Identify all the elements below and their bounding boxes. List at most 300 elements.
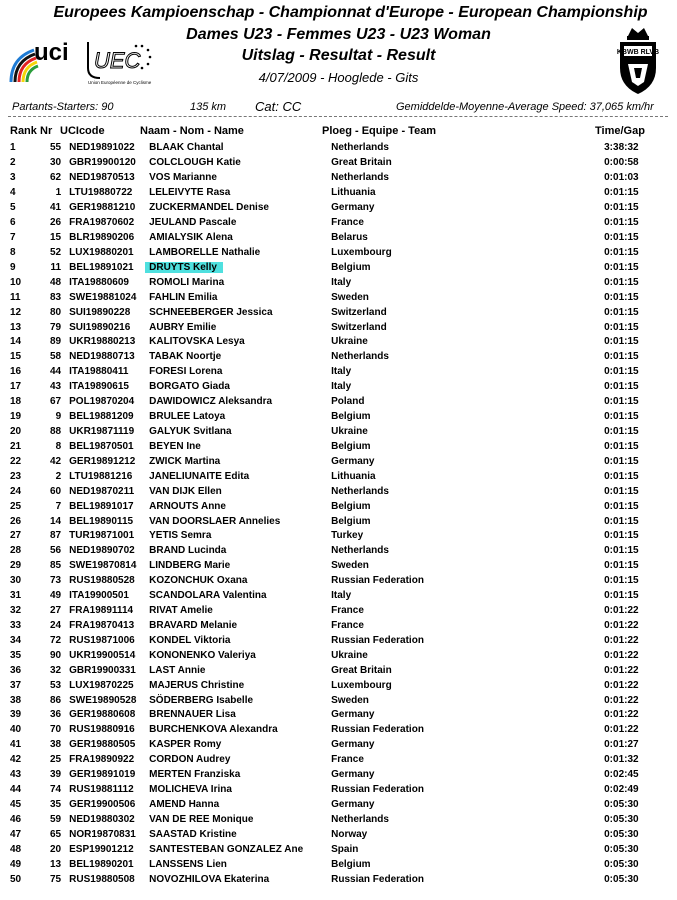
- uci-code-cell: GER19881210: [69, 202, 136, 214]
- col-header-name: Naam - Nom - Name: [140, 125, 244, 137]
- table-row: [0, 857, 674, 872]
- table-row: [0, 827, 674, 842]
- rank-cell: 25: [10, 500, 22, 512]
- bib-number-cell: 75: [50, 873, 62, 885]
- kbwb-logo: [614, 24, 662, 96]
- uci-code-cell: FRA19870413: [69, 619, 135, 631]
- bib-number-cell: 89: [50, 336, 62, 348]
- rank-cell: 45: [10, 799, 22, 811]
- result-title: Uitslag - Resultat - Result: [241, 47, 436, 64]
- time-gap-cell: 0:01:22: [604, 664, 639, 676]
- team-cell: Italy: [331, 276, 352, 288]
- race-category: Cat: CC: [255, 99, 302, 114]
- rank-cell: 37: [10, 679, 22, 691]
- time-gap-cell: 0:01:22: [604, 605, 639, 617]
- bib-number-cell: 65: [50, 828, 62, 840]
- uci-code-cell: GER19891212: [69, 455, 136, 467]
- table-row: [0, 439, 674, 454]
- rider-name-cell: MERTEN Franziska: [149, 769, 241, 781]
- bib-number-cell: 2: [55, 470, 62, 482]
- table-row: [0, 454, 674, 469]
- uci-code-cell: LUX19870225: [69, 679, 134, 691]
- uec-logo: [84, 38, 156, 86]
- time-gap-cell: 0:02:49: [604, 784, 639, 796]
- team-cell: Ukraine: [331, 425, 368, 437]
- table-row: [0, 410, 674, 425]
- time-gap-cell: 0:01:15: [604, 217, 639, 229]
- rank-cell: 8: [10, 246, 16, 258]
- rider-name-cell: LELEIVYTE Rasa: [149, 187, 231, 199]
- rider-name-cell: KONONENKO Valeriya: [149, 649, 256, 661]
- bib-number-cell: 32: [50, 664, 62, 676]
- bib-number-cell: 62: [50, 172, 62, 184]
- team-cell: Sweden: [331, 291, 369, 303]
- rider-name-cell: ARNOUTS Anne: [149, 500, 226, 512]
- bib-number-cell: 83: [50, 291, 62, 303]
- uci-code-cell: ITA19900501: [69, 590, 129, 602]
- rank-cell: 17: [10, 381, 22, 393]
- team-cell: Russian Federation: [331, 873, 424, 885]
- kbwb-logo-text: KBWB RLVB: [616, 49, 660, 56]
- team-cell: Russian Federation: [331, 575, 424, 587]
- rider-name-cell: KASPER Romy: [149, 739, 222, 751]
- table-row: [0, 723, 674, 738]
- rank-cell: 41: [10, 739, 22, 751]
- uci-code-cell: NOR19870831: [69, 828, 136, 840]
- table-row: [0, 365, 674, 380]
- bib-number-cell: 86: [50, 694, 62, 706]
- time-gap-cell: 0:01:15: [604, 366, 639, 378]
- uci-code-cell: SWE19890528: [69, 694, 137, 706]
- uci-logo: [8, 36, 82, 84]
- rank-cell: 33: [10, 619, 22, 631]
- table-row: [0, 753, 674, 768]
- table-row: [0, 633, 674, 648]
- uci-code-cell: TUR19871001: [69, 530, 135, 542]
- uci-code-cell: GER19880608: [69, 709, 136, 721]
- team-cell: Belarus: [331, 231, 368, 243]
- time-gap-cell: 0:01:22: [604, 679, 639, 691]
- uci-code-cell: NED19891022: [69, 142, 135, 154]
- uci-code-cell: RUS19871006: [69, 634, 135, 646]
- uci-code-cell: BEL19890201: [69, 858, 134, 870]
- table-row: [0, 798, 674, 813]
- uci-code-cell: NED19880302: [69, 813, 135, 825]
- time-gap-cell: 0:01:22: [604, 724, 639, 736]
- bib-number-cell: 38: [50, 739, 62, 751]
- highlighted-rider-name: DRUYTS Kelly: [145, 262, 223, 273]
- rank-cell: 18: [10, 396, 22, 408]
- category-title: Dames U23 - Femmes U23 - U23 Woman: [186, 26, 491, 43]
- rider-name-cell: CORDON Audrey: [149, 754, 231, 766]
- rank-cell: 34: [10, 634, 22, 646]
- rank-cell: 49: [10, 858, 22, 870]
- uec-logo-subtext: Union Européenne de Cyclisme: [88, 80, 152, 85]
- table-row: [0, 738, 674, 753]
- time-gap-cell: 0:01:15: [604, 485, 639, 497]
- time-gap-cell: 0:01:15: [604, 381, 639, 393]
- team-cell: Netherlands: [331, 485, 389, 497]
- team-cell: Germany: [331, 709, 375, 721]
- uci-logo-text: uci: [34, 39, 69, 66]
- uci-code-cell: LTU19881216: [69, 470, 133, 482]
- table-row: [0, 812, 674, 827]
- results-body: [0, 141, 674, 887]
- time-gap-cell: 0:01:15: [604, 187, 639, 199]
- team-cell: Spain: [331, 843, 359, 855]
- table-row: [0, 216, 674, 231]
- team-cell: Netherlands: [331, 545, 389, 557]
- time-gap-cell: 0:01:15: [604, 425, 639, 437]
- table-row: [0, 529, 674, 544]
- rider-name-cell: SAASTAD Kristine: [149, 828, 237, 840]
- col-header-rank: Rank: [10, 125, 37, 137]
- rank-cell: 47: [10, 828, 22, 840]
- time-gap-cell: 0:05:30: [604, 828, 639, 840]
- team-cell: Germany: [331, 799, 375, 811]
- table-row: [0, 380, 674, 395]
- rank-cell: 21: [10, 440, 22, 452]
- rider-name-cell: LINDBERG Marie: [149, 560, 231, 572]
- table-row: [0, 186, 674, 201]
- rank-cell: 24: [10, 485, 22, 497]
- uci-code-cell: FRA19890922: [69, 754, 135, 766]
- team-cell: Belgium: [331, 500, 371, 512]
- rank-cell: 9: [10, 261, 16, 273]
- bib-number-cell: 88: [50, 425, 62, 437]
- rider-name-cell: GALYUK Svitlana: [149, 425, 232, 437]
- rider-name-cell: KONDEL Viktoria: [149, 634, 231, 646]
- team-cell: France: [331, 754, 364, 766]
- table-row: [0, 559, 674, 574]
- uci-code-cell: SWE19881024: [69, 291, 137, 303]
- rank-cell: 39: [10, 709, 22, 721]
- table-row: [0, 872, 674, 887]
- rider-name-cell: BEYEN Ine: [149, 440, 201, 452]
- rank-cell: 5: [10, 202, 16, 214]
- bib-number-cell: 42: [50, 455, 62, 467]
- uci-code-cell: SUI19890216: [69, 321, 131, 333]
- rider-name-cell: RIVAT Amelie: [149, 605, 213, 617]
- rank-cell: 4: [10, 187, 16, 199]
- rank-cell: 31: [10, 590, 22, 602]
- rank-cell: 13: [10, 321, 22, 333]
- table-row: [0, 708, 674, 723]
- table-row: [0, 156, 674, 171]
- time-gap-cell: 0:01:15: [604, 202, 639, 214]
- bib-number-cell: 14: [50, 515, 62, 527]
- rank-cell: 3: [10, 172, 16, 184]
- time-gap-cell: 0:05:30: [604, 843, 639, 855]
- time-gap-cell: 0:01:15: [604, 590, 639, 602]
- rank-cell: 43: [10, 769, 22, 781]
- rank-cell: 6: [10, 217, 16, 229]
- team-cell: Russian Federation: [331, 634, 424, 646]
- table-row: [0, 768, 674, 783]
- time-gap-cell: 0:01:03: [604, 172, 639, 184]
- table-row: [0, 201, 674, 216]
- time-gap-cell: 0:01:15: [604, 306, 639, 318]
- rank-cell: 46: [10, 813, 22, 825]
- time-gap-cell: 0:01:15: [604, 231, 639, 243]
- rank-cell: 20: [10, 425, 22, 437]
- rider-name-cell: JANELIUNAITE Edita: [149, 470, 250, 482]
- time-gap-cell: 0:01:15: [604, 396, 639, 408]
- rider-name-cell: MAJERUS Christine: [149, 679, 245, 691]
- team-cell: Belgium: [331, 440, 371, 452]
- rider-name-cell: AMEND Hanna: [149, 799, 220, 811]
- time-gap-cell: 0:01:15: [604, 515, 639, 527]
- uci-code-cell: BEL19870501: [69, 440, 134, 452]
- uci-code-cell: FRA19870602: [69, 217, 135, 229]
- rider-name-cell: NOVOZHILOVA Ekaterina: [149, 873, 270, 885]
- team-cell: Ukraine: [331, 336, 368, 348]
- table-row: [0, 663, 674, 678]
- table-row: [0, 783, 674, 798]
- team-cell: Sweden: [331, 560, 369, 572]
- time-gap-cell: 0:01:15: [604, 575, 639, 587]
- bib-number-cell: 9: [55, 411, 62, 423]
- uci-code-cell: FRA19891114: [69, 605, 134, 617]
- uci-code-cell: GER19880505: [69, 739, 136, 751]
- time-gap-cell: 0:05:30: [604, 873, 639, 885]
- rider-name-cell: VAN DIJK Ellen: [149, 485, 222, 497]
- table-row: [0, 678, 674, 693]
- rank-cell: 2: [10, 157, 16, 169]
- time-gap-cell: 0:01:32: [604, 754, 639, 766]
- time-gap-cell: 0:01:22: [604, 649, 639, 661]
- table-row: [0, 141, 674, 156]
- uci-code-cell: UKR19871119: [69, 425, 135, 437]
- bib-number-cell: 1: [55, 187, 62, 199]
- team-cell: Luxembourg: [331, 246, 392, 258]
- team-cell: Italy: [331, 590, 352, 602]
- table-row: [0, 574, 674, 589]
- table-row: [0, 484, 674, 499]
- time-gap-cell: 0:01:15: [604, 261, 639, 273]
- uci-code-cell: UKR19880213: [69, 336, 136, 348]
- rider-name-cell: KOZONCHUK Oxana: [149, 575, 248, 587]
- results-table: [0, 141, 674, 887]
- uci-code-cell: NED19890702: [69, 545, 135, 557]
- rider-name-cell: JEULAND Pascale: [149, 217, 237, 229]
- rider-name-cell: BRAND Lucinda: [149, 545, 227, 557]
- rank-cell: 44: [10, 784, 22, 796]
- team-cell: France: [331, 217, 364, 229]
- table-row: [0, 499, 674, 514]
- rank-cell: 40: [10, 724, 22, 736]
- rank-cell: 10: [10, 276, 22, 288]
- table-row: [0, 842, 674, 857]
- rider-name-cell: ZUCKERMANDEL Denise: [149, 202, 269, 214]
- table-row: [0, 350, 674, 365]
- team-cell: Ukraine: [331, 649, 368, 661]
- rider-name-cell: LANSSENS Lien: [149, 858, 227, 870]
- rider-name-cell: FAHLIN Emilia: [149, 291, 218, 303]
- rank-cell: 32: [10, 605, 22, 617]
- rider-name-cell: BRAVARD Melanie: [149, 619, 238, 631]
- bib-number-cell: 73: [50, 575, 62, 587]
- rider-name-cell: BRULEE Latoya: [149, 411, 226, 423]
- team-cell: Germany: [331, 739, 375, 751]
- team-cell: Germany: [331, 202, 375, 214]
- uci-code-cell: ITA19890615: [69, 381, 129, 393]
- table-row: [0, 604, 674, 619]
- team-cell: Netherlands: [331, 351, 389, 363]
- time-gap-cell: 0:01:15: [604, 336, 639, 348]
- rider-name-cell: SÖDERBERG Isabelle: [149, 694, 254, 706]
- team-cell: Great Britain: [331, 664, 392, 676]
- bib-number-cell: 20: [50, 843, 62, 855]
- table-row: [0, 425, 674, 440]
- bib-number-cell: 43: [50, 381, 62, 393]
- bib-number-cell: 24: [50, 619, 62, 631]
- table-row: [0, 275, 674, 290]
- uci-code-cell: LTU19880722: [69, 187, 133, 199]
- uci-code-cell: SUI19890228: [69, 306, 131, 318]
- uci-code-cell: RUS19880916: [69, 724, 135, 736]
- bib-number-cell: 72: [50, 634, 62, 646]
- team-cell: Belgium: [331, 515, 371, 527]
- time-gap-cell: 0:01:15: [604, 276, 639, 288]
- bib-number-cell: 36: [50, 709, 62, 721]
- rank-cell: 26: [10, 515, 22, 527]
- starters-count: Partants-Starters: 90: [12, 101, 114, 113]
- rider-name-cell: SANTESTEBAN GONZALEZ Ane: [149, 843, 304, 855]
- rider-name-cell: LAMBORELLE Nathalie: [149, 246, 261, 258]
- time-gap-cell: 0:01:15: [604, 560, 639, 572]
- team-cell: Italy: [331, 366, 352, 378]
- rider-name-cell: BRENNAUER Lisa: [149, 709, 236, 721]
- rank-cell: 28: [10, 545, 22, 557]
- championship-title: Europees Kampioenschap - Championnat d'Europe - European Championship: [53, 4, 648, 21]
- rider-name-cell: VAN DE REE Monique: [149, 813, 254, 825]
- team-cell: Great Britain: [331, 157, 392, 169]
- rider-name-cell: FORESI Lorena: [149, 366, 223, 378]
- uci-code-cell: GBR19900120: [69, 157, 136, 169]
- time-gap-cell: 0:01:15: [604, 321, 639, 333]
- table-row: [0, 544, 674, 559]
- team-cell: Turkey: [331, 530, 364, 542]
- team-cell: Italy: [331, 381, 352, 393]
- bib-number-cell: 26: [50, 217, 62, 229]
- team-cell: Netherlands: [331, 172, 389, 184]
- race-distance: 135 km: [190, 101, 227, 113]
- team-cell: France: [331, 619, 364, 631]
- table-row: [0, 335, 674, 350]
- rider-name-cell: DAWIDOWICZ Aleksandra: [149, 396, 273, 408]
- uci-code-cell: ITA19880609: [69, 276, 129, 288]
- time-gap-cell: 0:01:15: [604, 351, 639, 363]
- table-row: [0, 395, 674, 410]
- team-cell: Germany: [331, 769, 375, 781]
- time-gap-cell: 0:01:27: [604, 739, 639, 751]
- bib-number-cell: 7: [55, 500, 62, 512]
- bib-number-cell: 67: [50, 396, 62, 408]
- rider-name-cell: VAN DOORSLAER Annelies: [149, 515, 281, 527]
- bib-number-cell: 85: [50, 560, 62, 572]
- bib-number-cell: 25: [50, 754, 62, 766]
- time-gap-cell: 0:01:22: [604, 709, 639, 721]
- bib-number-cell: 15: [50, 231, 62, 243]
- rank-cell: 7: [10, 231, 16, 243]
- table-row: [0, 245, 674, 260]
- bib-number-cell: 41: [50, 202, 62, 214]
- rider-name-cell: AMIALYSIK Alena: [149, 231, 233, 243]
- bib-number-cell: 30: [50, 157, 62, 169]
- uci-code-cell: RUS19881112: [69, 784, 134, 796]
- team-cell: Lithuania: [331, 187, 376, 199]
- uci-code-cell: POL19870204: [69, 396, 135, 408]
- rider-name-cell: MOLICHEVA Irina: [149, 784, 232, 796]
- bib-number-cell: 60: [50, 485, 62, 497]
- bib-number-cell: 79: [50, 321, 62, 333]
- rank-cell: 48: [10, 843, 22, 855]
- bib-number-cell: 49: [50, 590, 62, 602]
- rider-name-cell: SCANDOLARA Valentina: [149, 590, 267, 602]
- rider-name-cell: LAST Annie: [149, 664, 206, 676]
- rank-cell: 29: [10, 560, 22, 572]
- date-place: 4/07/2009 - Hooglede - Gits: [258, 70, 419, 85]
- time-gap-cell: 0:01:15: [604, 291, 639, 303]
- rank-cell: 38: [10, 694, 22, 706]
- uci-code-cell: BLR19890206: [69, 231, 135, 243]
- rider-name-cell: COLCLOUGH Katie: [149, 157, 241, 169]
- average-speed: Gemiddelde-Moyenne-Average Speed: 37,065 km/hr: [396, 101, 654, 113]
- time-gap-cell: 0:01:22: [604, 634, 639, 646]
- uci-code-cell: RUS19880508: [69, 873, 135, 885]
- bib-number-cell: 39: [50, 769, 62, 781]
- time-gap-cell: 0:01:15: [604, 246, 639, 258]
- team-cell: Belgium: [331, 858, 371, 870]
- rank-cell: 22: [10, 455, 22, 467]
- team-cell: Belgium: [331, 261, 371, 273]
- team-cell: Norway: [331, 828, 368, 840]
- uci-code-cell: LUX19880201: [69, 246, 134, 258]
- rank-cell: 42: [10, 754, 22, 766]
- rank-cell: 11: [10, 291, 21, 303]
- header-divider: [8, 116, 668, 117]
- table-row: [0, 320, 674, 335]
- team-cell: Lithuania: [331, 470, 376, 482]
- uci-code-cell: BEL19881209: [69, 411, 134, 423]
- uci-code-cell: GBR19900331: [69, 664, 136, 676]
- rank-cell: 14: [10, 336, 22, 348]
- time-gap-cell: 0:01:22: [604, 619, 639, 631]
- rider-name-cell: ROMOLI Marina: [149, 276, 225, 288]
- team-cell: Germany: [331, 455, 375, 467]
- rank-cell: 50: [10, 873, 22, 885]
- bib-number-cell: 55: [50, 142, 62, 154]
- uci-code-cell: RUS19880528: [69, 575, 135, 587]
- uci-code-cell: BEL19891017: [69, 500, 134, 512]
- bib-number-cell: 74: [50, 784, 62, 796]
- uci-code-cell: GER19900506: [69, 799, 136, 811]
- rank-cell: 19: [10, 411, 22, 423]
- time-gap-cell: 0:01:15: [604, 545, 639, 557]
- bib-number-cell: 90: [50, 649, 62, 661]
- uci-code-cell: GER19891019: [69, 769, 136, 781]
- time-gap-cell: 0:01:15: [604, 470, 639, 482]
- team-cell: Russian Federation: [331, 784, 424, 796]
- uci-code-cell: BEL19891021: [69, 261, 134, 273]
- bib-number-cell: 87: [50, 530, 62, 542]
- team-cell: Russian Federation: [331, 724, 424, 736]
- rider-name-cell: BURCHENKOVA Alexandra: [149, 724, 278, 736]
- bib-number-cell: 11: [50, 261, 62, 273]
- rider-name-cell: AUBRY Emilie: [149, 321, 217, 333]
- rider-name-cell: [149, 260, 331, 275]
